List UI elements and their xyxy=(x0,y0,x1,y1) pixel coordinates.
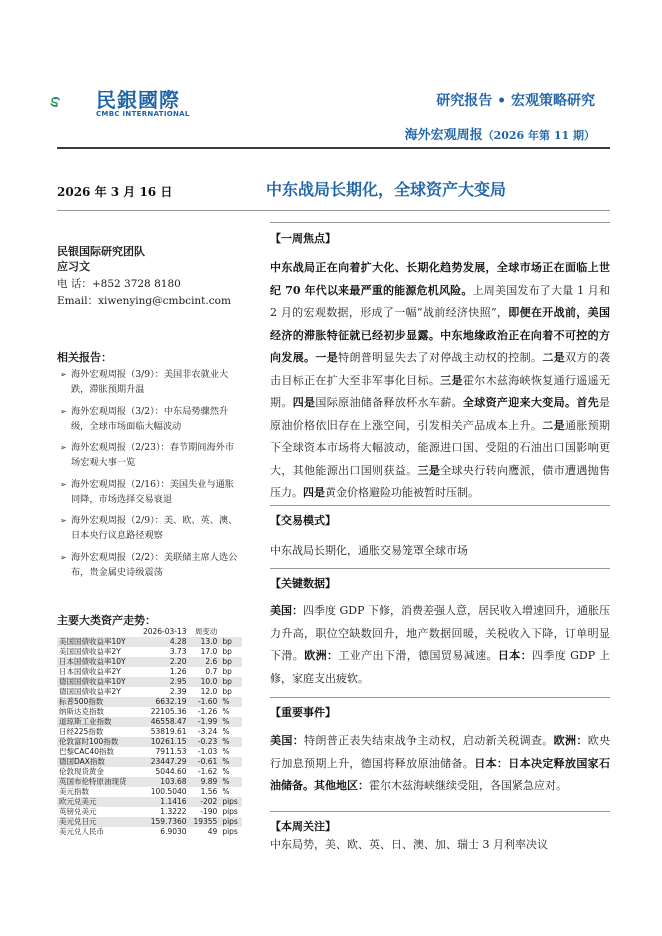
asset-unit: bp xyxy=(219,657,242,667)
header-divider xyxy=(57,147,610,149)
related-report-item[interactable]: ➢ 海外宏观周报（3/9）：美国非农就业大跌，滞胀预期升温 xyxy=(60,367,242,397)
assets-col-unit xyxy=(219,627,242,637)
assets-col-date: 2026-03-13 xyxy=(136,627,189,637)
asset-unit: % xyxy=(222,767,230,776)
focus-text: 一是 xyxy=(315,351,339,364)
focus-text: 中东地缘政治正在向着不可控的方向发展。 xyxy=(270,328,610,364)
asset-unit: pips xyxy=(222,827,238,836)
asset-name: 道琼斯工业指数 xyxy=(57,717,136,727)
asset-value: 10261.15 xyxy=(136,737,189,747)
asset-row xyxy=(57,747,242,757)
brand-name: 民銀國際 xyxy=(96,88,180,112)
asset-value: 46558.47 xyxy=(136,717,189,727)
asset-change: 2.6 xyxy=(189,657,220,667)
asset-change: 49 xyxy=(207,827,218,836)
asset-name: 德国国债收益率10Y xyxy=(57,677,136,687)
team-name: 民银国际研究团队 xyxy=(57,245,145,258)
focus-text: 三是 xyxy=(417,463,441,477)
focus-text: 通胀预期下全球资本市场将大幅波动，能源进口国、受阻的石油出口国影响更大，其他能源出口国则获益。 xyxy=(270,418,611,477)
trade-divider xyxy=(270,505,610,506)
focus-text: 黄金价格避险功能被暂时压制。 xyxy=(325,486,479,499)
asset-row xyxy=(57,787,242,797)
weekly-title xyxy=(405,124,595,143)
asset-row xyxy=(57,637,242,647)
issue-number: （2026 年第 11 期） xyxy=(482,129,595,142)
asset-name: 巴黎CAC40指数 xyxy=(59,747,115,756)
events-section-title: 【重要事件】 xyxy=(270,706,336,719)
report-type: 研究报告 • 宏观策略研究 xyxy=(436,93,595,109)
related-report-item[interactable]: ➢ 海外宏观周报（2/16）：美国失业与通胀同降，市场选择交易衰退 xyxy=(60,477,242,507)
asset-row xyxy=(57,717,242,727)
asset-row xyxy=(57,647,242,657)
asset-name: 美元指数 xyxy=(59,787,89,796)
events-body xyxy=(270,730,610,798)
related-report-item[interactable]: ➢ 海外宏观周报（3/2）：中东局势骤然升级，全球市场面临大幅波动 xyxy=(60,404,242,434)
asset-name: 欧元兑美元 xyxy=(57,797,136,807)
asset-value: 6632.19 xyxy=(136,697,189,707)
asset-name: 美元兑日元 xyxy=(57,817,136,827)
asset-change: 1.56 xyxy=(200,787,218,796)
cmbc-logo xyxy=(50,80,94,124)
data-body xyxy=(270,600,610,690)
events-other-text: 霍尔木兹海峡继续受阻，各国紧急应对。 xyxy=(369,779,567,792)
trade-body: 中东战局长期化，通胀交易笼罩全球市场 xyxy=(270,544,468,557)
focus-text: 首先 xyxy=(576,396,600,409)
events-divider xyxy=(270,697,610,698)
asset-name: 美国国债收益率10Y xyxy=(57,637,136,647)
email-row xyxy=(57,293,231,310)
focus-top-divider xyxy=(270,222,610,223)
asset-unit: pips xyxy=(219,797,242,807)
asset-name: 日经225指数 xyxy=(59,727,104,736)
asset-change: -1.60 xyxy=(189,697,220,707)
asset-change: -1.26 xyxy=(197,707,218,716)
asset-name: 标普500指数 xyxy=(57,697,136,707)
asset-value: 159.7360 xyxy=(136,817,189,827)
asset-row xyxy=(57,657,242,667)
focus-section-title: 【一周焦点】 xyxy=(270,232,336,245)
focus-text: 霍尔木兹海峡恢复通行遥遥无期。 xyxy=(270,373,611,409)
assets-col-name xyxy=(57,627,136,637)
events-eu-label: 欧洲： xyxy=(553,734,588,747)
assets-title: 主要大类资产走势： xyxy=(57,614,156,627)
asset-name: 美国国债收益率2Y xyxy=(59,647,121,656)
assets-table-body xyxy=(57,637,242,837)
assets-header-row xyxy=(57,627,242,637)
research-team xyxy=(57,244,145,274)
asset-change: -1.62 xyxy=(197,767,218,776)
asset-unit: % xyxy=(219,737,242,747)
asset-change: 19355 xyxy=(189,817,220,827)
asset-value: 2.20 xyxy=(136,657,189,667)
related-reports-list xyxy=(60,367,242,586)
asset-unit: bp xyxy=(222,687,232,696)
events-us-label: 美国： xyxy=(270,734,305,747)
data-jp-label: 日本： xyxy=(497,649,533,662)
asset-value: 4.28 xyxy=(136,637,189,647)
focus-body xyxy=(270,257,610,505)
focus-text: 四是 xyxy=(303,486,325,499)
email-link[interactable]: xiwenying@cmbcint.com xyxy=(98,295,231,307)
asset-value: 3.73 xyxy=(169,647,187,656)
asset-name: 纳斯达克指数 xyxy=(59,707,104,716)
report-date: 2026 年 3 月 16 日 xyxy=(57,185,173,199)
asset-change: 0.7 xyxy=(205,667,218,676)
asset-row xyxy=(57,797,242,807)
asset-value: 1.1416 xyxy=(136,797,189,807)
asset-unit: bp xyxy=(219,637,242,647)
data-divider xyxy=(270,568,610,569)
assets-col-change: 周变动 xyxy=(189,627,220,637)
asset-name: 英国布伦特原油现货 xyxy=(57,777,136,787)
analyst-name: 应习文 xyxy=(57,260,90,273)
focus-text: 三是 xyxy=(440,373,463,387)
asset-unit: % xyxy=(222,747,230,756)
asset-unit: % xyxy=(222,787,230,796)
related-report-item[interactable]: ➢ 海外宏观周报（2/2）：美联储主席人选公布，贵金属史诗级震荡 xyxy=(60,550,242,580)
asset-value: 22105.36 xyxy=(150,707,187,716)
asset-value: 1.3222 xyxy=(160,807,187,816)
weekly-title-text: 海外宏观周报 xyxy=(404,128,483,143)
asset-row xyxy=(57,737,242,747)
asset-value: 2.95 xyxy=(136,677,189,687)
asset-name: 伦敦现货黄金 xyxy=(59,767,104,776)
page-title: 中东战局长期化，全球资产大变局 xyxy=(266,180,507,199)
asset-change: -202 xyxy=(189,797,220,807)
asset-change: 10.0 xyxy=(189,677,220,687)
brand-name-en: CMBC INTERNATIONAL xyxy=(96,110,190,118)
focus-text: 全球资产迎来大变局。 xyxy=(462,396,577,409)
focus-text: 双方的袭击目标正在扩大至非军事化目标。 xyxy=(270,351,611,387)
asset-row xyxy=(57,667,242,677)
asset-unit: % xyxy=(219,777,242,787)
asset-value: 2.39 xyxy=(169,687,187,696)
asset-unit: % xyxy=(222,727,230,736)
asset-unit: % xyxy=(219,757,242,767)
asset-unit: bp xyxy=(219,677,242,687)
asset-unit: pips xyxy=(219,817,242,827)
asset-value: 100.5040 xyxy=(150,787,187,796)
data-us-label: 美国： xyxy=(270,604,303,617)
asset-row xyxy=(57,697,242,707)
asset-name: 德国DAX指数 xyxy=(57,757,136,767)
focus-text: 全球央行转向鹰派，债市遭遇抛售压力。 xyxy=(270,463,611,499)
asset-value: 23447.29 xyxy=(136,757,189,767)
asset-row xyxy=(57,687,242,697)
asset-row xyxy=(57,807,242,817)
related-report-item[interactable]: ➢ 海外宏观周报（2/9）：美、欧、英、澳、日本央行议息路径观察 xyxy=(60,513,242,543)
asset-change: 17.0 xyxy=(200,647,218,656)
focus-text: 国际原油储备释放杯水车薪。 xyxy=(315,396,463,409)
focus-text: 四是 xyxy=(292,396,316,409)
asset-name: 伦敦富时100指数 xyxy=(57,737,136,747)
data-us-text: 四季度 GDP 下修，消费差强人意，居民收入增速回升，通胀压力升高，职位空缺数回升，地产数据回暖，关税收入下降，订单明显下滑。 xyxy=(270,604,610,662)
events-jp-text: 日本：日本决定释放国家石油储备。 xyxy=(270,756,611,792)
focus-text: 二是 xyxy=(542,351,566,364)
contact-info xyxy=(57,276,231,310)
focus-text: 是原油价格依旧存在上涨空间，引发相关产品成本上升。 xyxy=(270,396,611,432)
asset-row xyxy=(57,677,242,687)
asset-row xyxy=(57,767,242,777)
events-us-text: 特朗普正表失结束战争主动权，启动新关税调查。 xyxy=(304,734,554,747)
asset-change: -0.61 xyxy=(189,757,220,767)
asset-value: 53819.61 xyxy=(150,727,187,736)
asset-unit: bp xyxy=(222,667,232,676)
asset-change: -1.03 xyxy=(197,747,218,756)
watch-divider xyxy=(270,811,610,812)
title-divider xyxy=(57,210,610,211)
asset-name: 美元兑人民币 xyxy=(59,827,104,836)
asset-value: 6.9030 xyxy=(160,827,187,836)
assets-table xyxy=(57,627,242,837)
asset-value: 103.68 xyxy=(136,777,189,787)
phone-row xyxy=(57,276,231,293)
asset-change: 9.89 xyxy=(189,777,220,787)
asset-change: -3.24 xyxy=(197,727,218,736)
asset-row xyxy=(57,727,242,737)
asset-row xyxy=(57,707,242,717)
focus-text: 中东战局正在向着扩大化、长期化趋势发展，全球市场正在面临上世纪 70 年代以来最严重的能源危机风险。 xyxy=(270,261,610,297)
related-reports-title: 相关报告： xyxy=(57,351,112,364)
email-label: Email： xyxy=(57,295,99,307)
asset-name: 英镑兑美元 xyxy=(59,807,97,816)
asset-row xyxy=(57,757,242,767)
asset-value: 7911.53 xyxy=(155,747,187,756)
asset-name: 日本国债收益率2Y xyxy=(59,667,121,676)
asset-name: 德国国债收益率2Y xyxy=(59,687,121,696)
focus-text: 上周美国发布了大量 1 月和 2 月的宏观数据，形成了一幅“战前经济快照” xyxy=(270,283,610,319)
asset-change: -190 xyxy=(200,807,218,816)
asset-unit: pips xyxy=(222,807,238,816)
asset-row xyxy=(57,817,242,827)
asset-change: -0.23 xyxy=(189,737,220,747)
watch-section-title: 【本周关注】 xyxy=(270,820,336,833)
asset-unit: bp xyxy=(222,647,232,656)
data-eu-text: 工业产出下滑，德国贸易减速。 xyxy=(338,649,498,662)
focus-text: ， xyxy=(496,306,509,319)
phone-label: 电 话： xyxy=(57,278,92,290)
focus-text: 二是 xyxy=(542,418,565,432)
data-section-title: 【关键数据】 xyxy=(270,577,336,590)
asset-row xyxy=(57,777,242,787)
asset-unit: % xyxy=(222,707,230,716)
asset-change: -1.99 xyxy=(189,717,220,727)
asset-value: 1.26 xyxy=(169,667,187,676)
data-jp-text: 四季度 GDP 上修，家庭支出疲软。 xyxy=(270,649,611,685)
focus-text: 即便在开战前，美国经济的滞胀特征就已经初步显露。 xyxy=(270,306,610,342)
data-eu-label: 欧洲： xyxy=(304,649,339,662)
asset-row xyxy=(57,827,242,837)
related-report-item[interactable]: ➢ 海外宏观周报（2/23）：春节期间海外市场宏观大事一览 xyxy=(60,440,242,470)
focus-text: 特朗普明显失去了对停战主动权的控制。 xyxy=(338,351,543,364)
phone-number: +852 3728 8180 xyxy=(91,278,181,290)
asset-value: 5044.60 xyxy=(155,767,187,776)
asset-change: 12.0 xyxy=(200,687,218,696)
events-other-label: 其他地区： xyxy=(314,779,369,792)
asset-change: 13.0 xyxy=(189,637,220,647)
asset-unit: % xyxy=(219,697,242,707)
events-eu-text: 欧央行加息预期上升，德国将释放原油储备。 xyxy=(270,734,611,770)
asset-unit: % xyxy=(219,717,242,727)
watch-body: 中东局势，美、欧、英、日、澳、加、瑞士 3 月利率决议 xyxy=(270,838,548,851)
trade-section-title: 【交易模式】 xyxy=(270,514,336,527)
asset-name: 日本国债收益率10Y xyxy=(57,657,136,667)
